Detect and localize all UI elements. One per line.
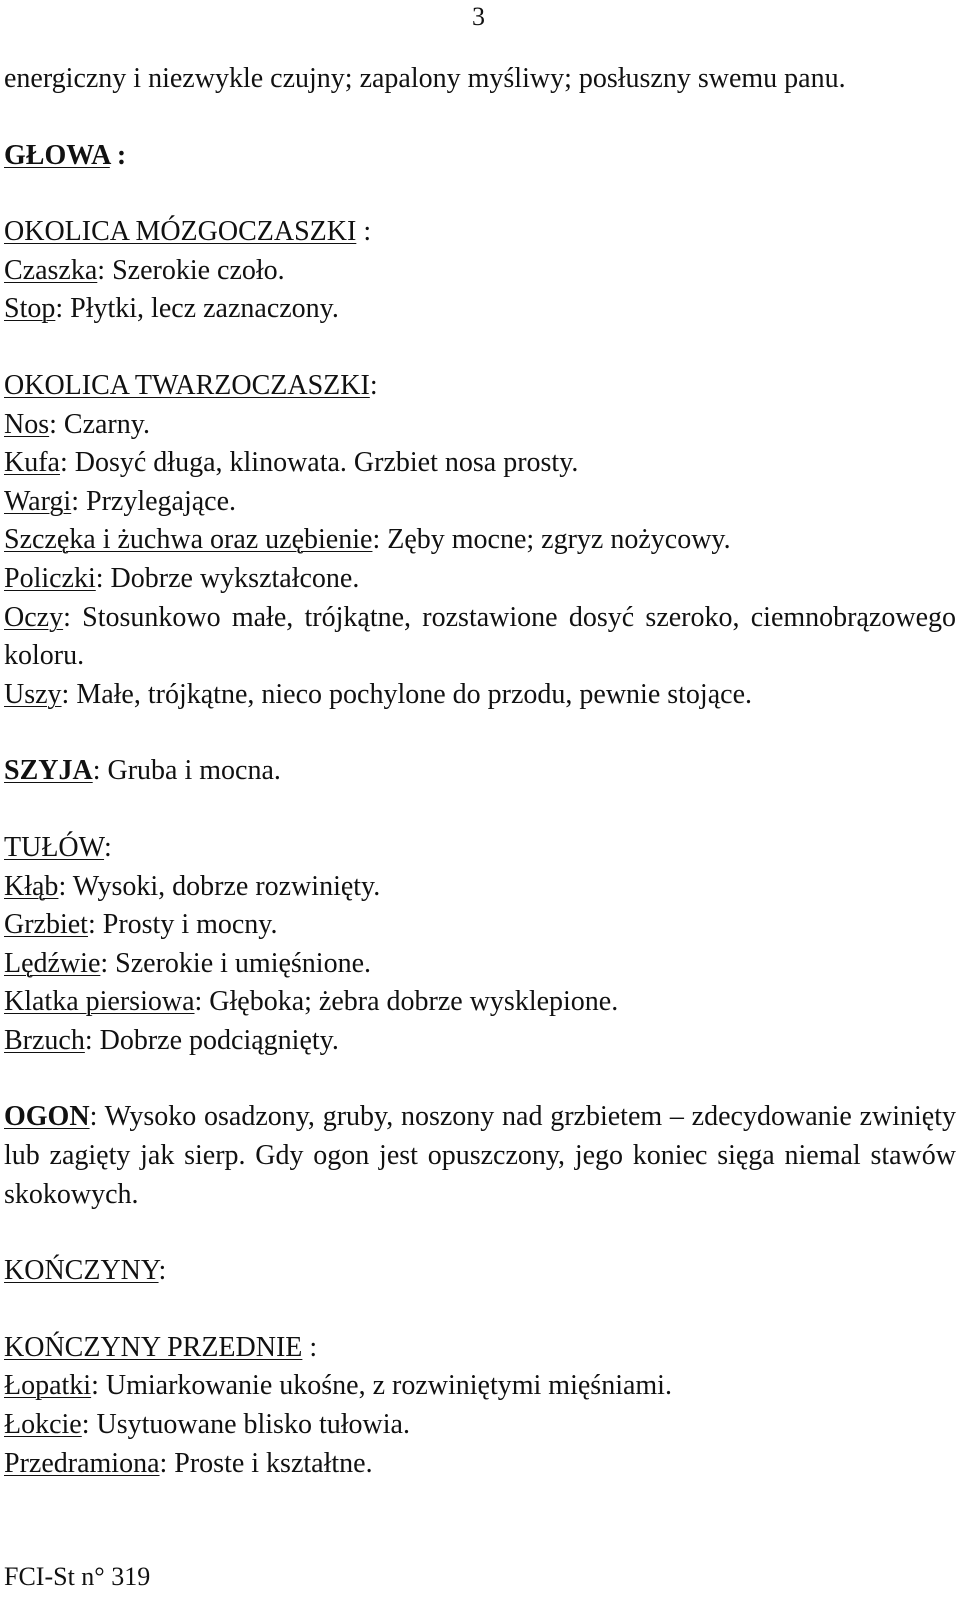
section-ogon (4, 1098, 956, 1214)
item-nos (4, 406, 956, 445)
label-nos: Nos (4, 408, 50, 440)
item-czaszka (4, 252, 956, 291)
heading-twarzoczaszka: OKOLICA TWARZOCZASZKI (4, 369, 370, 401)
label-kufa: Kufa (4, 447, 60, 479)
text-szczeka: : Zęby mocne; zgryz nożycowy. (372, 524, 731, 556)
label-brzuch: Brzuch (4, 1024, 85, 1056)
item-brzuch (4, 1022, 956, 1061)
heading-konczyny-colon: : (158, 1255, 167, 1287)
document-body (4, 60, 956, 1483)
text-grzbiet: : Prosty i mocny. (87, 909, 278, 941)
text-ogon: : Wysoko osadzony, gruby, noszony nad grzbietem – zdecydowanie zwinięty lub zagięty jak sierp. Gdy ogon jest opuszczony, jego koniec sięga niemal stawów skokowych. (4, 1101, 956, 1210)
text-lopatki: : Umiarkowanie ukośne, z rozwiniętymi mięśniami. (91, 1370, 672, 1402)
label-klab: Kłąb (4, 870, 59, 902)
item-lopatki (4, 1367, 956, 1406)
heading-twarzoczaszka-colon: : (369, 369, 378, 401)
section-glowa (4, 137, 956, 176)
intro-paragraph: energiczny i niezwykle czujny; zapalony myśliwy; posłuszny swemu panu. (4, 63, 846, 94)
footer-standard-number: FCI-St n° 319 (4, 1562, 151, 1591)
label-policzki: Policzki (4, 562, 96, 594)
item-szczeka (4, 521, 956, 560)
section-tulow (4, 829, 956, 868)
page-number: 3 (472, 2, 485, 31)
text-policzki: : Dobrze wykształcone. (95, 562, 360, 594)
text-stop: : Płytki, lecz zaznaczony. (55, 293, 339, 325)
section-konczyny-przednie (4, 1329, 956, 1368)
heading-ogon: OGON (4, 1101, 90, 1133)
heading-konczyny: KOŃCZYNY (4, 1255, 159, 1287)
item-oczy (4, 599, 956, 676)
heading-mozgoczaszka-colon: : (356, 216, 372, 248)
heading-konczyny-przednie: KOŃCZYNY PRZEDNIE (4, 1331, 303, 1363)
label-czaszka: Czaszka (4, 254, 98, 286)
heading-tulow-colon: : (104, 831, 112, 863)
item-kufa (4, 444, 956, 483)
heading-szyja: SZYJA (4, 755, 93, 787)
item-klab (4, 868, 956, 907)
item-grzbiet (4, 906, 956, 945)
text-kufa: : Dosyć długa, klinowata. Grzbiet nosa prosty. (59, 447, 579, 479)
label-ledzwie: Lędźwie (4, 947, 101, 979)
text-szyja: : Gruba i mocna. (92, 755, 281, 787)
heading-tulow: TUŁÓW (4, 831, 105, 863)
item-policzki (4, 560, 956, 599)
text-przedramiona: : Proste i kształtne. (159, 1447, 373, 1479)
text-oczy: : Stosunkowo małe, trójkątne, rozstawione dosyć szeroko, ciemnobrązowego koloru. (4, 601, 956, 672)
heading-konczyny-przednie-colon: : (302, 1331, 318, 1363)
label-lopatki: Łopatki (4, 1370, 92, 1402)
label-grzbiet: Grzbiet (4, 909, 88, 941)
text-uszy: : Małe, trójkątne, nieco pochylone do przodu, pewnie stojące. (61, 678, 752, 710)
item-stop (4, 290, 956, 329)
label-wargi: Wargi (4, 485, 72, 517)
item-lokcie (4, 1406, 956, 1445)
text-brzuch: : Dobrze podciągnięty. (84, 1024, 339, 1056)
text-czaszka: : Szerokie czoło. (97, 254, 285, 286)
section-konczyny (4, 1252, 956, 1291)
item-przedramiona (4, 1445, 956, 1484)
section-mozgoczaszka (4, 213, 956, 252)
section-twarzoczaszka (4, 367, 956, 406)
item-wargi (4, 483, 956, 522)
label-klatka-piersiowa: Klatka piersiowa (4, 986, 195, 1018)
text-lokcie: : Usytuowane blisko tułowia. (81, 1409, 410, 1441)
label-uszy: Uszy (4, 678, 62, 710)
label-przedramiona: Przedramiona (4, 1447, 160, 1479)
item-klatka-piersiowa (4, 983, 956, 1022)
text-wargi: : Przylegające. (71, 485, 237, 517)
text-klatka-piersiowa: : Głęboka; żebra dobrze wysklepione. (194, 986, 619, 1018)
label-szczeka: Szczęka i żuchwa oraz uzębienie (4, 524, 373, 556)
label-lokcie: Łokcie (4, 1409, 82, 1441)
heading-glowa: GŁOWA (4, 139, 110, 171)
item-ledzwie (4, 945, 956, 984)
text-ledzwie: : Szerokie i umięśnione. (100, 947, 371, 979)
label-oczy: Oczy (4, 601, 64, 633)
heading-mozgoczaszka: OKOLICA MÓZGOCZASZKI (4, 216, 357, 248)
item-uszy (4, 676, 956, 715)
text-nos: : Czarny. (49, 408, 150, 440)
text-klab: : Wysoki, dobrze rozwinięty. (58, 870, 381, 902)
label-stop: Stop (4, 293, 56, 325)
section-szyja (4, 752, 956, 791)
heading-glowa-colon: : (109, 139, 127, 171)
